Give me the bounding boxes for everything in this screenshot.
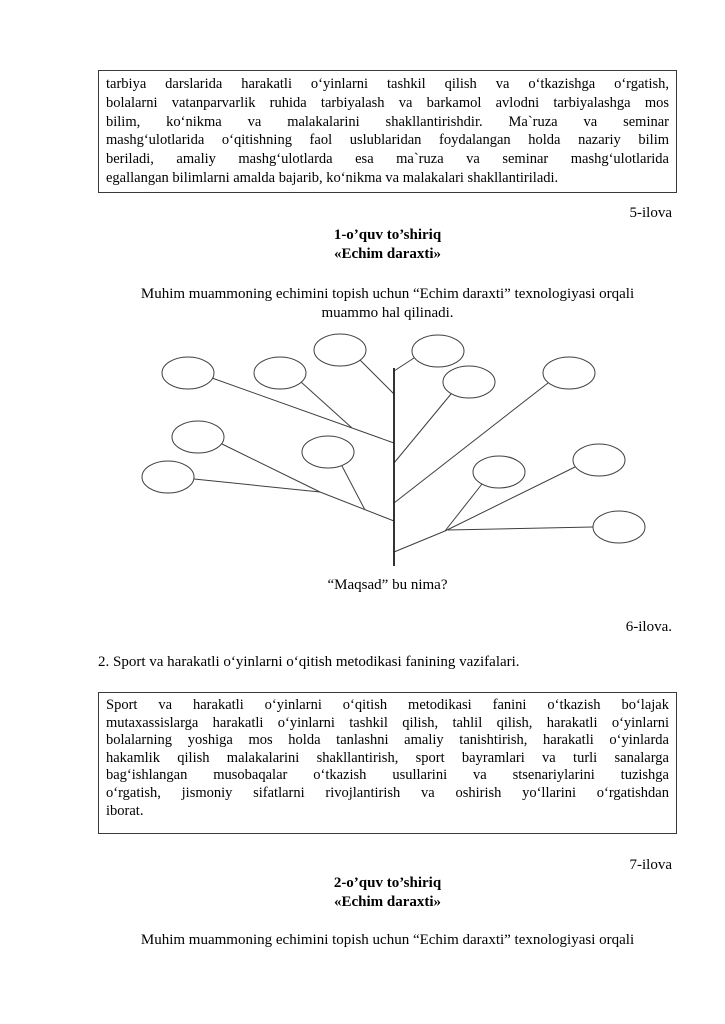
task-2-subtitle: «Echim daraxti» (333, 894, 442, 910)
intro-paragraph-box (98, 70, 677, 193)
paragraph-line: bolalarni vatanparvarlik ruhida tarbiyalash va barkamol avlodni tarbiyalashga mos (106, 94, 669, 111)
paragraph-line: beriladi, amaliy mashg‘ulotlarda esa ma`ruza va seminar mashg‘ulotlarida (106, 151, 669, 168)
diagram-caption: “Maqsad” bu nima? (327, 577, 448, 593)
tree-branch-line (394, 358, 414, 371)
section-2-heading: 2. Sport va harakatli o‘yinlarni o‘qitish metodikasi fanining vazifalari. (98, 654, 520, 670)
tree-node-ellipse (443, 366, 495, 398)
appendix-label-5: 5-ilova (629, 205, 672, 221)
task-1-description-line-2: muammo hal qilinadi. (321, 305, 454, 321)
tree-branch-line (320, 492, 394, 521)
paragraph-line: mutaxassislarga harakatli o‘yinlarni tashkil qilish, tahlil qilish, harakatli o‘yinlarni (106, 714, 669, 731)
paragraph-line: bag‘ishlangan musobaqalar o‘tkazish usullarini va stsenariylarini tuzishga (106, 767, 669, 784)
tree-node-ellipse (142, 461, 194, 493)
tree-branch-line (342, 466, 365, 510)
task-2-description-line-1: Muhim muammoning echimini topish uchun “Echim daraxti” texnologiyasi orqali (140, 932, 635, 948)
tree-node-ellipse (543, 357, 595, 389)
tree-node-ellipse (314, 334, 366, 366)
tree-branch-line (212, 378, 394, 443)
tree-branch-line (448, 527, 593, 530)
tree-branch-line (360, 360, 394, 394)
tree-branch-line (394, 394, 451, 463)
tree-node-ellipse (254, 357, 306, 389)
paragraph-line: hakamlik qilish malakalarini shakllantirish, sport bayramlari va turli sanalarga (106, 749, 669, 766)
paragraph-line: Sport va harakatli o‘yinlarni o‘qitish metodikasi fanini o‘tkazish bo‘lajak (106, 697, 669, 713)
appendix-label-7: 7-ilova (629, 857, 672, 873)
tree-node-ellipse (162, 357, 214, 389)
task-1-description-line-1: Muhim muammoning echimini topish uchun “Echim daraxti” texnologiyasi orqali (140, 286, 635, 302)
tree-node-ellipse (412, 335, 464, 367)
tree-node-ellipse (593, 511, 645, 543)
task-1-title: 1-o’quv to’shiriq (333, 227, 442, 243)
tree-node-ellipse (172, 421, 224, 453)
tree-node-ellipse (302, 436, 354, 468)
tree-branch-line (394, 383, 548, 503)
paragraph-line: tarbiya darslarida harakatli o‘yinlarni tashkil qilish va o‘tkazishga o‘rgatish, (106, 76, 669, 92)
tree-node-ellipse (473, 456, 525, 488)
tasks-paragraph-box (98, 692, 677, 834)
task-1-subtitle: «Echim daraxti» (333, 246, 442, 262)
tree-branch-line (301, 382, 352, 428)
tree-node-ellipse (573, 444, 625, 476)
decision-tree-diagram (0, 330, 725, 580)
paragraph-line: o‘rgatish, jismoniy sifatlarni rivojlantirish va oshirish yo‘llarini o‘rgatishdan (106, 784, 669, 801)
paragraph-line: bolalarning yoshiga mos holda tanlashni amaliy tanishtirish, harakatli o‘yinlarda (106, 732, 669, 749)
paragraph-line: mashg‘ulotlarida o‘qitishning faol uslublaridan foydalangan holda nazariy bilim (106, 132, 669, 149)
paragraph-line: egallangan bilimlarni amalda bajarib, ko‘nikma va malakalari shakllantiriladi. (106, 169, 559, 186)
appendix-label-6: 6-ilova. (625, 619, 672, 635)
task-2-title: 2-o’quv to’shiriq (333, 875, 442, 891)
paragraph-line: bilim, ko‘nikma va malakalarini shakllantirishdir. Ma`ruza va seminar (106, 113, 669, 130)
tree-branch-line (194, 479, 320, 492)
paragraph-line: iborat. (106, 802, 144, 819)
tree-branch-line (394, 531, 445, 552)
tree-branch-line (445, 484, 482, 531)
